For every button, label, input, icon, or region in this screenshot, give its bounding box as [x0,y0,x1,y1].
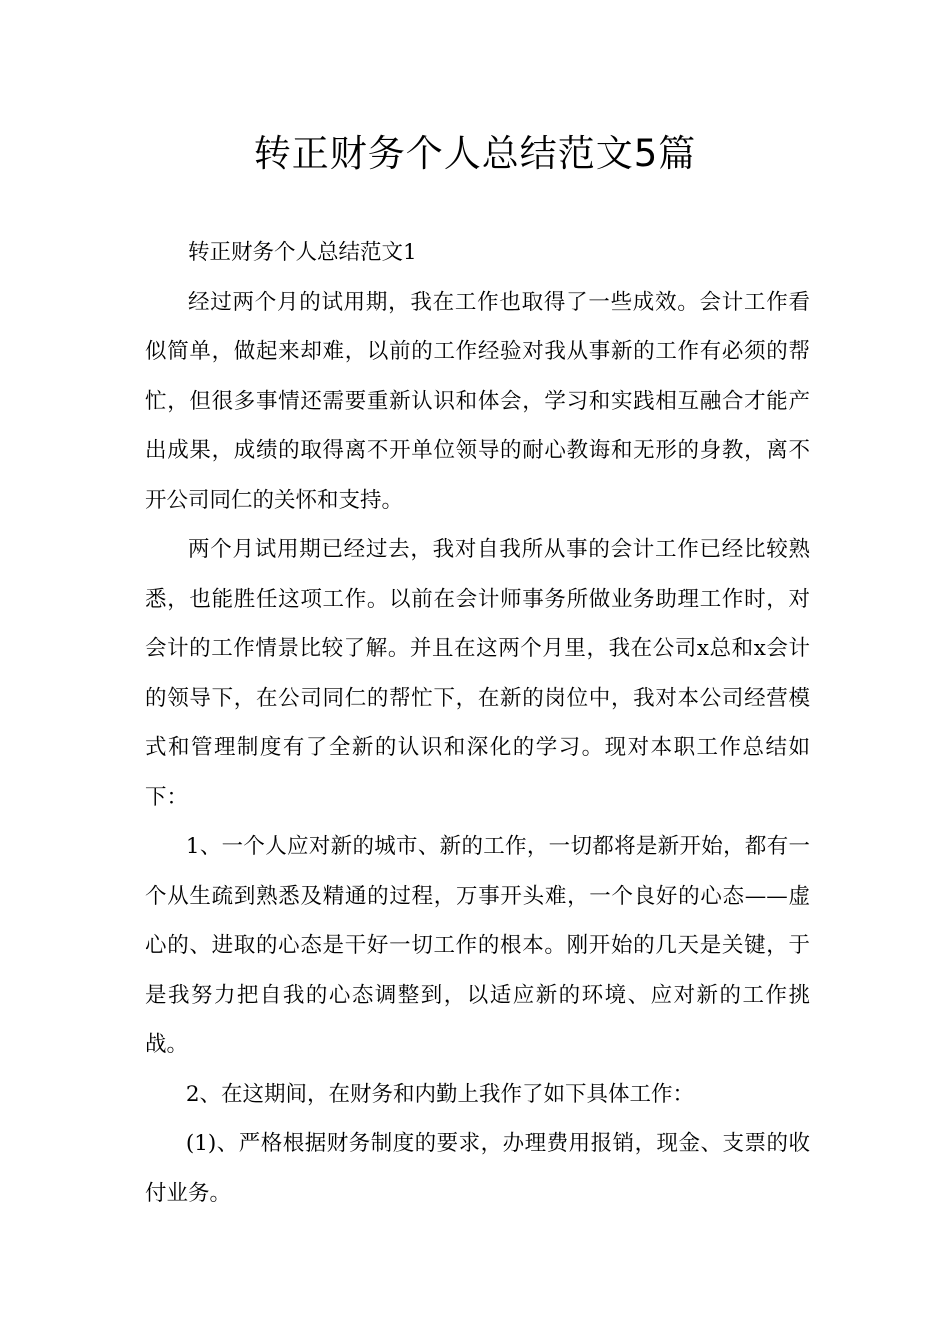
body-paragraph: 经过两个月的试用期，我在工作也取得了一些成效。会计工作看似简单，做起来却难，以前的工作经验对我从事新的工作有必须的帮忙，但很多事情还需要重新认识和体会，学习和实践相互融合才能产出成果，成绩的取得离不开单位领导的耐心教诲和无形的身教，离不开公司同仁的关怀和支持。 [145,289,810,513]
body-paragraph: 两个月试用期已经过去，我对自我所从事的会计工作已经比较熟悉，也能胜任这项工作。以前在会计师事务所做业务助理工作时，对会计的工作情景比较了解。并且在这两个月里，我在公司x总和x会计的领导下，在公司同仁的帮忙下，在新的岗位中，我对本公司经营模式和管理制度有了全新的认识和深化的学习。现对本职工作总结如下： [145,537,810,810]
section-heading: 转正财务个人总结范文1 [188,240,417,265]
list-item: 1、一个人应对新的城市、新的工作，一切都将是新开始，都有一个从生疏到熟悉及精通的过程，万事开头难，一个良好的心态——虚心的、进取的心态是干好一切工作的根本。刚开始的几天是关键，于是我努力把自我的心态调整到，以适应新的环境、应对新的工作挑战。 [145,834,810,1057]
document-body [145,228,810,1218]
document-title: 转正财务个人总结范文5篇 [253,132,697,175]
list-item: (1)、严格根据财务制度的要求，办理费用报销，现金、支票的收付业务。 [145,1131,810,1206]
list-item: 2、在这期间，在财务和内勤上我作了如下具体工作： [185,1081,695,1107]
